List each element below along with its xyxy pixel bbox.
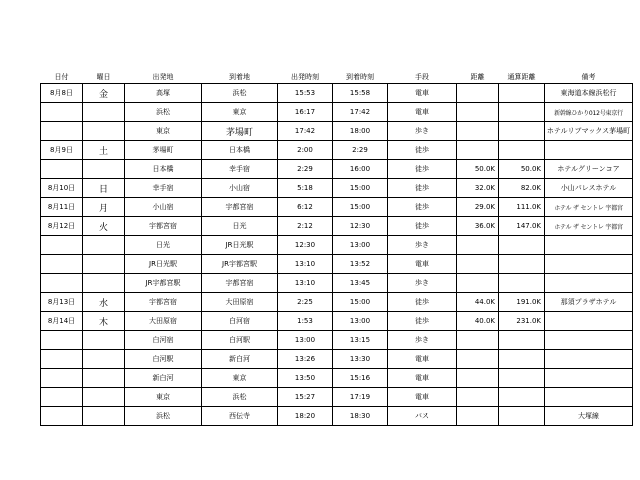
- cell-weekday: 月: [83, 198, 125, 217]
- cell-means: 徒歩: [388, 179, 457, 198]
- cell-from: 茅場町: [125, 141, 202, 160]
- cell-depart: 2:29: [278, 160, 333, 179]
- cell-arrive: 18:30: [333, 407, 388, 426]
- table-row: [41, 236, 633, 255]
- cell-total: 82.0K: [499, 179, 545, 198]
- cell-to: 西伝寺: [202, 407, 278, 426]
- table-row: [41, 350, 633, 369]
- cell-depart: 2:12: [278, 217, 333, 236]
- cell-means: 徒歩: [388, 293, 457, 312]
- cell-total: [499, 331, 545, 350]
- cell-date: 8月9日: [41, 141, 83, 160]
- cell-arrive: 15:16: [333, 369, 388, 388]
- cell-depart: 13:26: [278, 350, 333, 369]
- cell-weekday: [83, 103, 125, 122]
- cell-means: 電車: [388, 388, 457, 407]
- cell-date: [41, 369, 83, 388]
- cell-note: [545, 255, 633, 274]
- cell-weekday: [83, 331, 125, 350]
- cell-note: [545, 388, 633, 407]
- cell-to: 東京: [202, 369, 278, 388]
- cell-arrive: 17:19: [333, 388, 388, 407]
- cell-depart: 2:00: [278, 141, 333, 160]
- cell-depart: 5:18: [278, 179, 333, 198]
- cell-note: ホテル ザ セントレ 宇都宮: [545, 198, 633, 217]
- cell-note: 東海道本線浜松行: [545, 84, 633, 103]
- cell-weekday: [83, 274, 125, 293]
- cell-arrive: 13:00: [333, 236, 388, 255]
- cell-depart: 15:53: [278, 84, 333, 103]
- cell-arrive: 2:29: [333, 141, 388, 160]
- cell-total: [499, 388, 545, 407]
- cell-note: ホテルリブマックス茅場町: [545, 122, 633, 141]
- cell-total: [499, 103, 545, 122]
- cell-arrive: 15:00: [333, 179, 388, 198]
- cell-means: バス: [388, 407, 457, 426]
- cell-to: 茅場町: [202, 122, 278, 141]
- cell-depart: 17:42: [278, 122, 333, 141]
- cell-date: 8月10日: [41, 179, 83, 198]
- cell-total: 191.0K: [499, 293, 545, 312]
- cell-note: [545, 350, 633, 369]
- cell-distance: 36.0K: [457, 217, 499, 236]
- cell-total: [499, 255, 545, 274]
- cell-weekday: 火: [83, 217, 125, 236]
- header-distance: 距離: [470, 72, 485, 81]
- cell-weekday: 土: [83, 141, 125, 160]
- header-from: 出発地: [152, 72, 174, 81]
- header-to: 到着地: [229, 72, 250, 81]
- cell-depart: 13:10: [278, 274, 333, 293]
- cell-from: 東京: [125, 122, 202, 141]
- cell-note: 大塚線: [545, 407, 633, 426]
- cell-date: 8月12日: [41, 217, 83, 236]
- cell-depart: 15:27: [278, 388, 333, 407]
- cell-distance: [457, 141, 499, 160]
- cell-to: 白河駅: [202, 331, 278, 350]
- cell-from: 日光: [125, 236, 202, 255]
- cell-arrive: 15:00: [333, 293, 388, 312]
- cell-distance: [457, 255, 499, 274]
- cell-total: [499, 141, 545, 160]
- cell-arrive: 13:00: [333, 312, 388, 331]
- cell-date: [41, 350, 83, 369]
- table-row: [41, 141, 633, 160]
- cell-arrive: 13:52: [333, 255, 388, 274]
- cell-date: 8月13日: [41, 293, 83, 312]
- cell-arrive: 12:30: [333, 217, 388, 236]
- header-arrive: 到着時刻: [346, 72, 374, 81]
- cell-to: 宇都宮宿: [202, 274, 278, 293]
- cell-note: [545, 312, 633, 331]
- cell-to: JR宇都宮駅: [202, 255, 278, 274]
- cell-distance: 32.0K: [457, 179, 499, 198]
- table-row: [41, 274, 633, 293]
- cell-means: 電車: [388, 255, 457, 274]
- cell-means: 電車: [388, 369, 457, 388]
- cell-distance: 29.0K: [457, 198, 499, 217]
- cell-means: 徒歩: [388, 312, 457, 331]
- table-row: [41, 179, 633, 198]
- cell-depart: 13:00: [278, 331, 333, 350]
- table-row: [41, 198, 633, 217]
- cell-weekday: [83, 122, 125, 141]
- table-row: [41, 84, 633, 103]
- cell-date: [41, 388, 83, 407]
- cell-from: 小山宿: [125, 198, 202, 217]
- cell-total: 231.0K: [499, 312, 545, 331]
- table-body: [41, 84, 633, 426]
- cell-arrive: 17:42: [333, 103, 388, 122]
- cell-distance: [457, 331, 499, 350]
- cell-distance: [457, 350, 499, 369]
- cell-date: [41, 407, 83, 426]
- cell-arrive: 15:00: [333, 198, 388, 217]
- cell-total: [499, 236, 545, 255]
- cell-total: [499, 407, 545, 426]
- cell-from: 浜松: [125, 407, 202, 426]
- cell-arrive: 13:30: [333, 350, 388, 369]
- cell-from: JR日光駅: [125, 255, 202, 274]
- cell-to: 宇都宮宿: [202, 198, 278, 217]
- cell-weekday: [83, 255, 125, 274]
- cell-from: 新白河: [125, 369, 202, 388]
- cell-to: JR日光駅: [202, 236, 278, 255]
- cell-distance: [457, 122, 499, 141]
- cell-total: [499, 274, 545, 293]
- cell-means: 歩き: [388, 331, 457, 350]
- cell-date: [41, 122, 83, 141]
- cell-weekday: 日: [83, 179, 125, 198]
- cell-date: [41, 274, 83, 293]
- header-means: 手段: [415, 72, 429, 81]
- cell-date: [41, 331, 83, 350]
- cell-distance: [457, 407, 499, 426]
- cell-distance: [457, 236, 499, 255]
- cell-note: ホテルグリーンコア: [545, 160, 633, 179]
- cell-to: 小山宿: [202, 179, 278, 198]
- cell-total: 111.0K: [499, 198, 545, 217]
- cell-means: 徒歩: [388, 198, 457, 217]
- cell-from: 東京: [125, 388, 202, 407]
- cell-note: [545, 331, 633, 350]
- cell-date: [41, 103, 83, 122]
- cell-from: 白河駅: [125, 350, 202, 369]
- cell-to: 大田原宿: [202, 293, 278, 312]
- cell-weekday: [83, 369, 125, 388]
- cell-depart: 6:12: [278, 198, 333, 217]
- cell-to: 白河宿: [202, 312, 278, 331]
- cell-total: 50.0K: [499, 160, 545, 179]
- cell-weekday: [83, 160, 125, 179]
- cell-from: 浜松: [125, 103, 202, 122]
- cell-to: 日光: [202, 217, 278, 236]
- cell-from: 日本橋: [125, 160, 202, 179]
- cell-from: 宇都宮宿: [125, 293, 202, 312]
- table-row: [41, 103, 633, 122]
- cell-distance: [457, 274, 499, 293]
- header-weekday: 曜日: [96, 72, 111, 81]
- cell-note: 那須プラザホテル: [545, 293, 633, 312]
- cell-weekday: [83, 350, 125, 369]
- table-row: [41, 388, 633, 407]
- cell-depart: 13:50: [278, 369, 333, 388]
- cell-distance: 40.0K: [457, 312, 499, 331]
- header-note: 備考: [581, 72, 596, 81]
- cell-total: [499, 350, 545, 369]
- cell-total: [499, 369, 545, 388]
- header-total: 通算距離: [507, 72, 536, 81]
- cell-weekday: [83, 388, 125, 407]
- cell-distance: [457, 369, 499, 388]
- table-row: [41, 122, 633, 141]
- cell-means: 歩き: [388, 122, 457, 141]
- cell-depart: 13:10: [278, 255, 333, 274]
- cell-to: 浜松: [202, 84, 278, 103]
- cell-total: [499, 122, 545, 141]
- cell-to: 浜松: [202, 388, 278, 407]
- cell-weekday: [83, 236, 125, 255]
- cell-arrive: 13:15: [333, 331, 388, 350]
- cell-note: [545, 236, 633, 255]
- cell-from: 白河宿: [125, 331, 202, 350]
- cell-note: [545, 141, 633, 160]
- cell-weekday: 水: [83, 293, 125, 312]
- cell-date: [41, 255, 83, 274]
- cell-depart: 1:53: [278, 312, 333, 331]
- cell-arrive: 18:00: [333, 122, 388, 141]
- cell-depart: 18:20: [278, 407, 333, 426]
- table-row: [41, 160, 633, 179]
- table-header: [41, 70, 633, 84]
- cell-means: 歩き: [388, 236, 457, 255]
- cell-to: 新白河: [202, 350, 278, 369]
- cell-distance: 44.0K: [457, 293, 499, 312]
- header-depart: 出発時刻: [291, 72, 319, 81]
- cell-to: 日本橋: [202, 141, 278, 160]
- cell-weekday: [83, 407, 125, 426]
- table-row: [41, 369, 633, 388]
- table-row: [41, 407, 633, 426]
- cell-distance: [457, 84, 499, 103]
- cell-note: 小山パレスホテル: [545, 179, 633, 198]
- cell-means: 徒歩: [388, 217, 457, 236]
- cell-depart: 12:30: [278, 236, 333, 255]
- cell-distance: [457, 103, 499, 122]
- cell-weekday: 木: [83, 312, 125, 331]
- cell-arrive: 13:45: [333, 274, 388, 293]
- cell-note: ホテル ザ セントレ 宇都宮: [545, 217, 633, 236]
- cell-means: 電車: [388, 84, 457, 103]
- cell-means: 徒歩: [388, 160, 457, 179]
- cell-from: 大田原宿: [125, 312, 202, 331]
- cell-distance: 50.0K: [457, 160, 499, 179]
- header-date: 日付: [54, 72, 69, 81]
- table-row: [41, 255, 633, 274]
- cell-note: [545, 274, 633, 293]
- cell-from: 高塚: [125, 84, 202, 103]
- cell-date: 8月8日: [41, 84, 83, 103]
- itinerary-table: [40, 70, 633, 426]
- cell-date: 8月11日: [41, 198, 83, 217]
- cell-date: 8月14日: [41, 312, 83, 331]
- cell-to: 幸手宿: [202, 160, 278, 179]
- cell-weekday: 金: [83, 84, 125, 103]
- cell-means: 電車: [388, 103, 457, 122]
- cell-depart: 2:25: [278, 293, 333, 312]
- cell-date: [41, 160, 83, 179]
- cell-means: 電車: [388, 350, 457, 369]
- cell-arrive: 15:58: [333, 84, 388, 103]
- cell-from: JR宇都宮駅: [125, 274, 202, 293]
- cell-total: 147.0K: [499, 217, 545, 236]
- table-row: [41, 312, 633, 331]
- cell-to: 東京: [202, 103, 278, 122]
- cell-arrive: 16:00: [333, 160, 388, 179]
- cell-depart: 16:17: [278, 103, 333, 122]
- cell-from: 幸手宿: [125, 179, 202, 198]
- cell-note: [545, 369, 633, 388]
- cell-total: [499, 84, 545, 103]
- table-row: [41, 217, 633, 236]
- cell-from: 宇都宮宿: [125, 217, 202, 236]
- table-row: [41, 331, 633, 350]
- cell-note: 新幹線ひかり012号東京行: [545, 103, 633, 122]
- cell-distance: [457, 388, 499, 407]
- cell-date: [41, 236, 83, 255]
- cell-means: 徒歩: [388, 141, 457, 160]
- table-row: [41, 293, 633, 312]
- cell-means: 歩き: [388, 274, 457, 293]
